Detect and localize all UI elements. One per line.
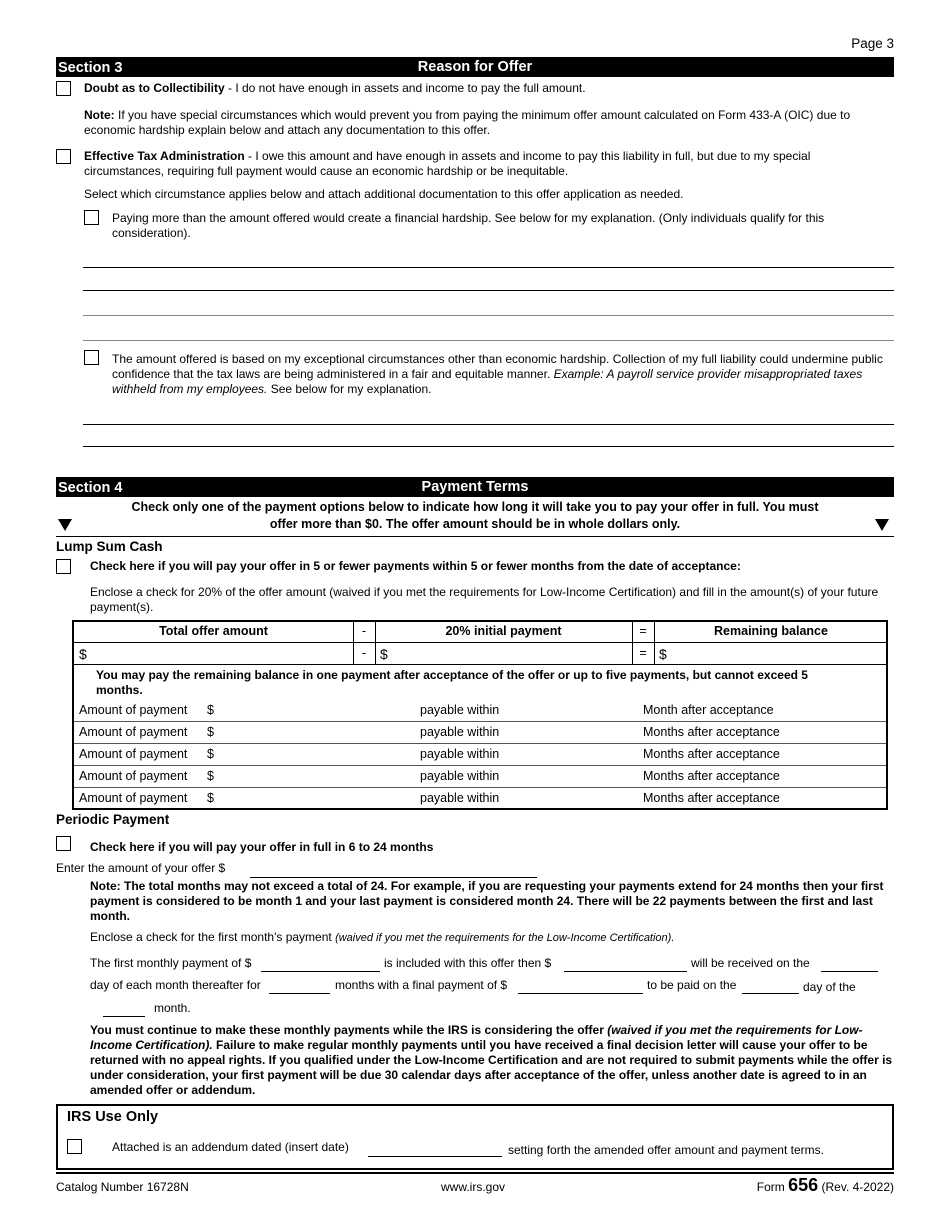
final-day-input[interactable]: [742, 993, 799, 994]
payment-amount-input[interactable]: $: [207, 769, 214, 783]
payment-instructions: [56, 499, 894, 533]
periodic-payment-heading: Periodic Payment: [56, 812, 170, 827]
addendum-text: Attached is an addendum dated (insert date): [112, 1140, 349, 1154]
months-after-label: Month after acceptance: [643, 703, 774, 717]
down-arrow-icon: [875, 519, 889, 531]
continue-a: You must continue to make these monthly payments while the IRS is considering the offer: [90, 1023, 608, 1037]
subsequent-payment-input[interactable]: [564, 971, 687, 972]
payment-day-input[interactable]: [821, 971, 878, 972]
payment-amount-input[interactable]: $: [207, 725, 214, 739]
explanation-line[interactable]: [83, 290, 894, 291]
months-after-label: Months after acceptance: [643, 747, 780, 761]
payment-row-label: Amount of payment: [79, 725, 188, 739]
doubt-desc: - I do not have enough in assets and income to pay the full amount.: [224, 81, 586, 95]
col-initial-payment: 20% initial payment: [445, 624, 562, 638]
addendum-date-input[interactable]: [368, 1156, 502, 1157]
section-3-title: Reason for Offer: [417, 59, 533, 75]
periodic-check-text: Check here if you will pay your offer in full in 6 to 24 months: [90, 840, 434, 854]
will-be-received-label: will be received on the: [691, 956, 810, 970]
irs-use-only-title: IRS Use Only: [67, 1109, 159, 1125]
explanation-line[interactable]: [83, 267, 894, 268]
lump-sum-check-text: Check here if you will pay your offer in 5 or fewer payments within 5 or fewer months from the date of acceptance:: [90, 559, 741, 573]
eta-desc: - I owe this amount and have enough in assets and income to pay this liability in full, but due to my special circumstances, requiring full payment would cause an economic hardship or be inequitable.: [84, 149, 811, 178]
first-monthly-label: The first monthly payment of $: [90, 956, 252, 970]
irs-website: www.irs.gov: [441, 1180, 506, 1194]
down-arrow-icon: [58, 519, 72, 531]
form-word: Form: [756, 1180, 785, 1194]
form-number: 656: [788, 1175, 819, 1195]
section-3-header: [56, 57, 894, 77]
enclose-first-payment: [90, 930, 674, 946]
payment-amount-input[interactable]: $: [207, 791, 214, 805]
enclose-first-text: Enclose a check for the first month's payment: [90, 930, 336, 944]
financial-hardship-text: Paying more than the amount offered would create a financial hardship. See below for my explanation. (Only individuals qualify for this consideration).: [112, 211, 825, 240]
minus-sign: -: [361, 624, 367, 638]
effective-tax-admin-checkbox[interactable]: [56, 149, 71, 164]
included-with-label: is included with this offer then $: [384, 956, 552, 970]
page-number: Page 3: [851, 36, 894, 51]
doubt-collectibility-text: [84, 81, 894, 96]
lump-sum-enclose-text: Enclose a check for 20% of the offer amount (waived if you met the requirements for Low-Income Certification) and fill in the amount(s) of your future payment(s).: [90, 585, 879, 614]
to-be-paid-label: to be paid on the: [647, 978, 737, 992]
continue-italic: (waived if you met the requirements for Low-Income Certification).: [90, 1023, 863, 1052]
continue-payments-text: [90, 1023, 895, 1098]
form-revision: (Rev. 4-2022): [821, 1180, 894, 1194]
explanation-line[interactable]: [83, 340, 894, 341]
section-4-header: [56, 477, 894, 497]
months-after-label: Months after acceptance: [643, 769, 780, 783]
section-4-title: Payment Terms: [421, 479, 529, 495]
select-circumstance-text: Select which circumstance applies below and attach additional documentation to this offer application as needed.: [84, 187, 684, 201]
payment-row-label: Amount of payment: [79, 747, 188, 761]
financial-hardship-checkbox[interactable]: [84, 210, 99, 225]
payable-within-label: payable within: [420, 703, 500, 717]
eta-title: Effective Tax Administration: [84, 149, 245, 163]
payment-row-label: Amount of payment: [79, 769, 188, 783]
exceptional-circumstances-checkbox[interactable]: [84, 350, 99, 365]
first-monthly-input[interactable]: [261, 971, 380, 972]
remaining-balance-input[interactable]: $: [659, 646, 667, 662]
lump-sum-table: [72, 620, 888, 810]
day-of-each-label: day of each month thereafter for: [90, 978, 261, 992]
section-3-label: Section 3: [58, 60, 123, 76]
payment-instructions-line2: offer more than $0. The offer amount should be in whole dollars only.: [269, 517, 681, 531]
months-with-final-label: months with a final payment of $: [335, 978, 508, 992]
payable-within-label: payable within: [420, 791, 500, 805]
month-label: month.: [154, 1001, 191, 1015]
catalog-number: Catalog Number 16728N: [56, 1180, 189, 1194]
col-remaining-balance: Remaining balance: [714, 624, 828, 638]
explanation-line[interactable]: [83, 424, 894, 425]
payable-within-label: payable within: [420, 747, 500, 761]
lump-sum-heading: Lump Sum Cash: [56, 539, 163, 554]
col-total-offer: Total offer amount: [159, 624, 268, 638]
number-of-months-input[interactable]: [269, 993, 330, 994]
addendum-checkbox[interactable]: [67, 1139, 82, 1154]
equals-sign: =: [639, 646, 647, 660]
irs-use-only-box: [56, 1104, 894, 1170]
payable-within-label: payable within: [420, 725, 500, 739]
exceptional-circumstances-text: [112, 352, 894, 397]
initial-payment-input[interactable]: $: [380, 646, 388, 662]
payment-row-label: Amount of payment: [79, 791, 188, 805]
months-after-label: Months after acceptance: [643, 725, 780, 739]
final-payment-input[interactable]: [518, 993, 643, 994]
footer-divider: [56, 1172, 894, 1174]
setting-forth-text: setting forth the amended offer amount and payment terms.: [508, 1143, 824, 1157]
explanation-line[interactable]: [83, 446, 894, 447]
lump-sum-checkbox[interactable]: [56, 559, 71, 574]
enclose-first-italic: (waived if you met the requirements for the Low-Income Certification).: [335, 932, 675, 944]
note-text: If you have special circumstances which would prevent you from paying the minimum offer amount calculated on Form 433-A (OIC) due to economic hardship explain below and attach any documentation to this offer.: [84, 108, 851, 137]
payment-instructions-line1: Check only one of the payment options below to indicate how long it will take you to pay your offer in full. You must: [131, 500, 819, 514]
remaining-balance-note: You may pay the remaining balance in one payment after acceptance of the offer or up to five payments, but cannot exceed 5 months.: [96, 668, 808, 697]
minus-sign: -: [361, 646, 367, 660]
periodic-payment-checkbox[interactable]: [56, 836, 71, 851]
total-offer-input[interactable]: $: [79, 646, 87, 662]
form-id: [757, 1175, 894, 1196]
divider: [56, 536, 894, 537]
enter-amount-label: Enter the amount of your offer $: [56, 861, 226, 875]
doubt-title: Doubt as to Collectibility: [84, 81, 225, 95]
periodic-note: Note: The total months may not exceed a total of 24. For example, if you are requesting your payments extend for 24 months then your first payment is considered to be month 1 and your last payment is considered month 24. There will be 22 payments between the first and last month.: [90, 879, 884, 923]
effective-tax-admin-text: [84, 149, 889, 179]
months-after-label: Months after acceptance: [643, 791, 780, 805]
continue-b: Failure to make regular monthly payments until you have received a final decision letter will cause your offer to be returned with no appeal rights. If you qualified under the Low-Income Certification and are not required to submit payments while the offer is under consideration, your first payment will be due 30 calendar days after acceptance of the offer, unless another date is agreed to in an amended offer or addendum.: [90, 1038, 893, 1097]
exceptional-desc: The amount offered is based on my exceptional circumstances other than economic hardship. Collection of my full liability could undermine public confidence that the tax laws are being administered in a fair and equitable manner.: [112, 352, 883, 381]
final-month-input[interactable]: [103, 1016, 145, 1017]
payment-amount-input[interactable]: $: [207, 747, 214, 761]
note-label: Note:: [84, 108, 115, 122]
doubt-collectibility-checkbox[interactable]: [56, 81, 71, 96]
explanation-line[interactable]: [83, 315, 894, 316]
offer-amount-input[interactable]: [250, 877, 537, 878]
payment-amount-input[interactable]: $: [207, 703, 214, 717]
exceptional-example: Example: A payroll service provider misappropriated taxes withheld from my employees.: [112, 367, 863, 396]
section-4-label: Section 4: [58, 480, 123, 496]
note-special-circumstances: [84, 108, 894, 138]
exceptional-tail: See below for my explanation.: [267, 382, 432, 396]
equals-sign: =: [639, 624, 647, 638]
payment-row-label: Amount of payment: [79, 703, 188, 717]
day-of-the-label: day of the: [803, 980, 856, 994]
payable-within-label: payable within: [420, 769, 500, 783]
